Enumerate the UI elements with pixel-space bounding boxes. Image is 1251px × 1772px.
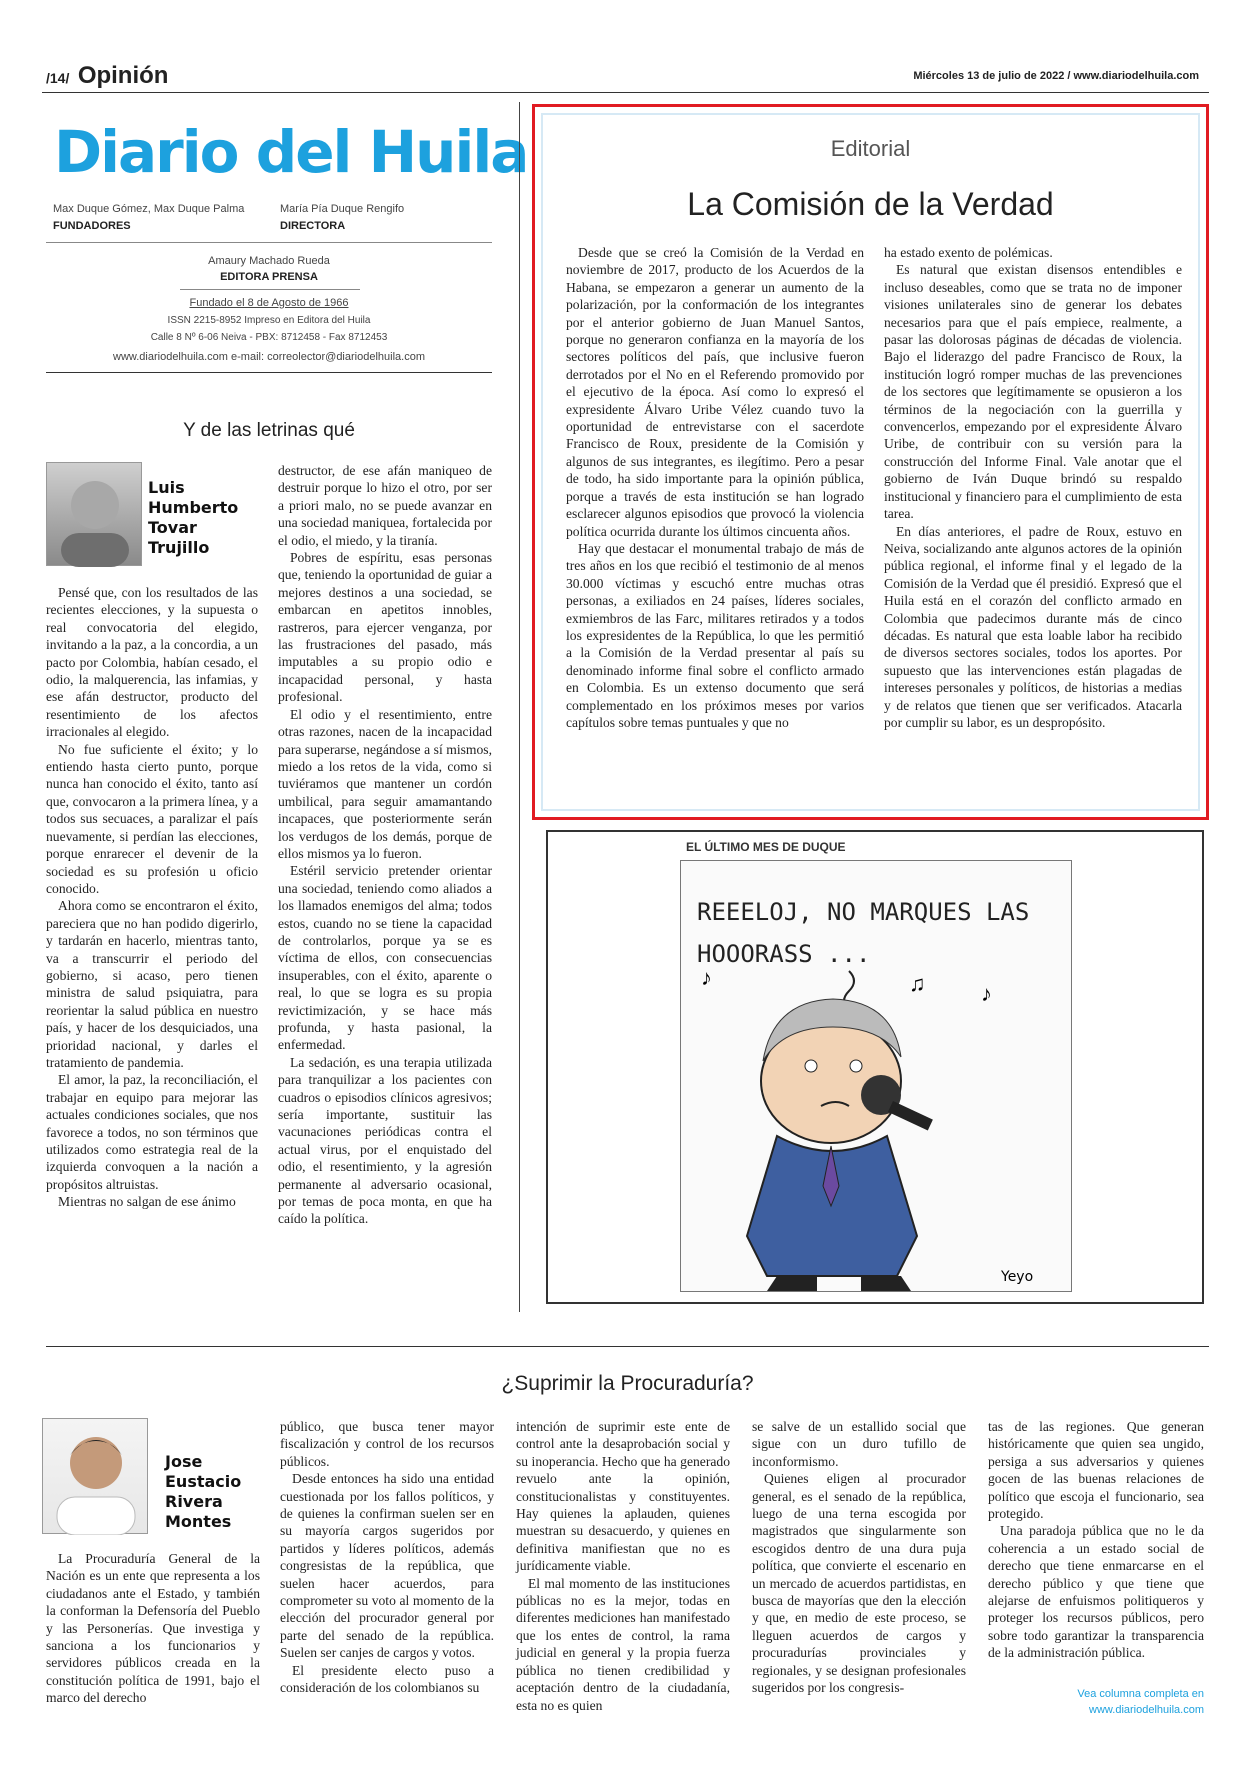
editorial-col2 — [884, 244, 1182, 731]
editorial-kicker: Editorial — [830, 136, 911, 161]
svg-text:♫: ♫ — [909, 971, 926, 996]
director-label: DIRECTORA — [280, 220, 346, 232]
editorial-title: La Comisión de la Verdad — [687, 186, 1054, 222]
paragraph: Desde entonces ha sido una entidad cuestionada por los fallos políticos, y de quienes la confirman suelen ser en su mayoría cargos sugeridos por partidos y líderes políticos, además congresistas de la república, que suelen hacer acuerdos, para comprometer su voto al momento de la elección del procurador general por parte del senado de la república. Suelen ser canjes de cargos y votos. — [280, 1471, 494, 1661]
paragraph: El amor, la paz, la reconciliación, el trabajar en equipo para mejorar las actuales condiciones sociales, que nos favorece a todos, no son términos que utilizados como estrategia real de la izquierda convoquen a la nación a propósitos altruistas. — [46, 1072, 258, 1192]
paragraph: se salve de un estallido social que sigue con un duro tufillo de inconformismo. — [752, 1419, 966, 1469]
founded-date: Fundado el 8 de Agosto de 1966 — [189, 297, 349, 309]
cartoon-frame — [546, 830, 1204, 1304]
director-name: María Pía Duque Rengifo — [280, 203, 405, 215]
paragraph: Hay que destacar el monumental trabajo de más de tres años en los que recibió el testimonio de al menos 30.000 víctimas y escuchó entre muchas otras personas, a exiliados en 24 países, líderes sociales, exmiembros de las Farc, militares retirados y a todos los expresidentes de la República, lo que les permitió a la Comisión de la Verdad presentar al país su denominado informe final sobre el conflicto armado en Colombia. Es un extenso documento que será complementado en los próximos meses por varios capítulos sobre temas puntuales y que no — [566, 540, 864, 730]
author-name-line: Jose — [165, 1452, 203, 1471]
column-text-col2 — [280, 1418, 494, 1697]
paragraph: En días anteriores, el padre de Roux, estuvo en Neiva, socializando ante algunos actores de la opinión pública regional, el informe final y el legado de la Comisión de la Verdad que él presidió. Expresó que el Huila está en el corazón del conflicto armado en Colombia que padecimos durante más de cinco décadas. Es natural que esta loable labor ha recibido de diversos sectores sociales, todos los aportes. Por supuesto que las intervenciones están plagadas de intereses personales y políticos, de historias a medias y de relatos que tienen que ser verificados. Atacarla por cumplir su labor, es un despropósito. — [884, 523, 1182, 730]
masthead-bottom-rule — [46, 372, 492, 373]
paragraph: ha estado exento de polémicas. — [884, 245, 1053, 260]
paragraph: El presidente electo puso a consideración de los colombianos su — [280, 1662, 494, 1696]
paragraph: No fue suficiente el éxito; y lo entiendo hasta cierto punto, porque nunca han conocido el éxito, tanto así que, convocaron a la primera línea, y a todos sus secuaces, a paralizar el país nuevamente, si perdían las elecciones, porque enrarecer el devenir de la sociedad es su profesión u oficio conocido. — [46, 741, 258, 896]
masthead-rule — [46, 242, 492, 243]
author-name-line: Tovar — [148, 518, 197, 537]
see-more-link[interactable] — [988, 1686, 1204, 1718]
author-name-line: Trujillo — [148, 538, 210, 557]
column-divider — [519, 102, 520, 1312]
paragraph: Mientras no salgan de ese ánimo — [58, 1194, 236, 1210]
column-text-col1 — [46, 1550, 260, 1707]
paragraph: Pobres de espíritu, esas personas que, teniendo la oportunidad de guiar a mejores destinos a una sociedad, se embarcan en apetitos innobles, rastreros, para ejercer venganza, por las frustraciones del pasado, más imputables a su propio odio e incapacidad personal, y hasta profesional. — [278, 550, 492, 705]
date-and-site: Miércoles 13 de julio de 2022 / www.diariodelhuila.com — [913, 70, 1199, 82]
address-line: Calle 8 Nº 6-06 Neiva - PBX: 8712458 - Fax 8712453 — [150, 332, 388, 343]
paragraph: Pensé que, con los resultados de las recientes elecciones, y la supuesta o real convocatoria del elegido, invitando a la paz, a la concordia, a un pacto por Colombia, habían cesado, el odio, la malquerencia, las infamias, y ese afán destructor, producto del resentimiento de los afectos irracionales al elegido. — [46, 585, 258, 740]
paragraph: tas de las regiones. Que generan históricamente que quien sea ungido, persiga a sus adversarios y quienes gocen de las buenas relaciones de político que escoja el funcionario, sea protegido. — [988, 1419, 1204, 1522]
paragraph: destructor, de ese afán maniqueo de destruir porque lo hizo el otro, por ser a priori malo, no se puede avanzar en una sociedad maniquea, fortalecida por el odio, el miedo, y la tiranía. — [278, 463, 492, 548]
paragraph: Ahora como se encontraron el éxito, pareciera que no han podido digerirlo, y tardarán en hacerlo, mientras tanto, va a transcurrir el periodo del gobierno, si acaso, pero tienen ministra de salud psiquiatra, para reorientar la salud pública en nuestro país, y hacer de los desquiciados, una prioridad nacional, y darles el tratamiento de pandemia. — [46, 898, 258, 1070]
masthead-rule-short — [180, 289, 360, 290]
column-text-col4 — [752, 1418, 966, 1697]
page-header — [46, 62, 168, 90]
column-text-col3 — [516, 1418, 730, 1714]
column-text-col1 — [46, 584, 258, 1211]
author-portrait-icon — [43, 1419, 149, 1535]
paragraph: Desde que se creó la Comisión de la Verdad en noviembre de 2017, producto de los Acuerdos de la Habana, se empezaron a generar un aumento de la polarización, por la conformación de los integrantes por el anterior gobierno de Juan Manuel Santos, porque no generaron confianza en la mayoría de los sectores políticos del país, que inclusive fueron derrotados por el No en el Referendo promovido por el ejecutivo de la época. Así como lo expresó el expresidente Álvaro Uribe Vélez cuando tuvo la oportunidad de entrevistarse con el sacerdote Francisco de Roux, presidente de la Comisión y algunos de sus integrantes, es ilegítimo. Pero a pesar de todo, ha sido importante para la opinión pública, porque a través de esta institución se han logrado esclarecer algunos episodios que provocó la violencia política ocurrida durante los últimos cincuenta años. — [566, 245, 864, 539]
author-photo — [46, 462, 142, 566]
paragraph: Una paradoja pública que no le da coherencia a un estado social de derecho que tiene enmarcarse en el derecho público y que tiene que alejarse de enfuismos politiqueros y proteger los recursos públicos, pero sobre todo garantizar la transparencia de la administración pública. — [988, 1523, 1204, 1661]
author-name-line: Eustacio — [165, 1472, 242, 1491]
cartoon-panel — [680, 860, 1072, 1292]
paragraph: La Procuraduría General de la Nación es un ente que representa a los ciudadanos ante el Estado, y también la conforman la Defensoría del Pueblo y las Personerías. Que investiga y sanciona a los funcionarios y servidores públicos creada en la constitución política de 1991, bajo el marco del derecho — [46, 1551, 260, 1706]
paragraph: La sedación, es una terapia utilizada para tranquilizar a los pacientes con cuadros o episodios clínicos agresivos; sería importante, sustituir las vacunaciones periódicas contra el actual virus, por el enquistado del odio, el resentimiento, y la agresión permanente al adversario ocasional, por temas de poca monta, en que ha caído la política. — [278, 1054, 492, 1227]
cartoon-drawing-icon — [681, 861, 1073, 1293]
svg-text:♪: ♪ — [701, 965, 712, 990]
author-photo — [42, 1418, 148, 1534]
author-name-line: Montes — [165, 1512, 232, 1531]
header-rule — [42, 92, 1209, 93]
see-more-url: www.diariodelhuila.com — [1089, 1704, 1204, 1716]
founders-names: Max Duque Gómez, Max Duque Palma — [53, 203, 245, 215]
paragraph: intención de suprimir este ente de control ante la desaprobación social y su inoperancia. Hecho que ha generado revuelo ante la opinión, constitucionalistas y constituyentes. Hay quienes la aplauden, quienes muestran su desacuerdo, y quienes en definitiva manifiestan que no es jurídicamente viable. — [516, 1419, 730, 1574]
founders-label: FUNDADORES — [53, 220, 131, 232]
author-name-line: Luis — [148, 478, 185, 497]
author-name-line: Rivera — [165, 1492, 223, 1511]
column-text-col5 — [988, 1418, 1204, 1662]
editor-label: EDITORA PRENSA — [220, 271, 318, 283]
section-rule — [46, 1346, 1209, 1347]
column-text-col2 — [278, 462, 492, 1228]
page-number: /14/ — [46, 70, 70, 86]
author-byline — [148, 478, 238, 558]
svg-text:♪: ♪ — [981, 981, 992, 1006]
author-portrait-icon — [47, 463, 143, 567]
column-title: Y de las letrinas qué — [183, 420, 355, 441]
editorial-col1 — [566, 244, 864, 731]
issn-line: ISSN 2215-8952 Impreso en Editora del Huila — [167, 315, 371, 326]
section-title: Opinión — [77, 62, 169, 89]
cartoon-speech: REEELOJ, NO MARQUES LAS HOOORASS ... — [697, 898, 1030, 968]
editor-name: Amaury Machado Rueda — [208, 255, 330, 267]
paragraph: público, que busca tener mayor fiscalización y control de los recursos públicos. — [280, 1419, 494, 1469]
web-email-line: www.diariodelhuila.com e-mail: correolector@diariodelhuila.com — [113, 351, 425, 363]
author-name-line: Humberto — [148, 498, 239, 517]
column-title: ¿Suprimir la Procuraduría? — [501, 1372, 754, 1395]
paragraph: Estéril servicio pretender orientar una sociedad, teniendo como aliados a los llamados enemigos del alma; todos estos, cuando no se tiene la capacidad de controlarlos, porque ya se es víctima de ellos, con consecuencias insuperables, con el éxito, aparente o real, lo que se logra es su propia revictimización, y se hace más profunda, y hasta pasional, la enfermedad. — [278, 863, 492, 1053]
paragraph: Es natural que existan disensos entendibles e incluso deseables, como que se trata no de imponer visiones unilaterales sino de generar los debates necesarios para que el país empiece, realmente, a pasar las dolorosas páginas de décadas de violencia. Bajo el liderazgo del padre Francisco de Roux, la institución logró romper muchas de las prevenciones de los sectores que legítimamente se opusieron a los términos de la negociación con la guerrilla y convencerlos, empezando por el expresidente Álvaro Uribe, de contribuir con su versión para la construcción del Informe Final. Vale anotar que el gobierno de Iván Duque brindó su respaldo institucional y financiero para el cumplimiento de esta tarea. — [884, 262, 1182, 522]
paragraph: El mal momento de las instituciones públicas no es la mejor, todas en diferentes mediciones han manifestado que los entes de control, la rama judicial en general y la propia fuerza pública no tienen credibilidad y aceptación dentro de la ciudadanía, esta no es quien — [516, 1575, 730, 1713]
author-byline — [165, 1452, 241, 1532]
paragraph: Quienes eligen al procurador general, es el senado de la república, luego de una terna escogida por magistrados que singularmente son escogidos dentro de una dura puja política, que convierte el escenario en un mercado de acuerdos partidistas, en busca de mayorías que den la elección y que, en medio de este proceso, se lleguen acuerdos de cargos y procuradurías provinciales y regionales, y se designan profesionales sugeridos por los congresis- — [752, 1471, 966, 1696]
paragraph: El odio y el resentimiento, entre otras razones, nacen de la incapacidad para superarse, negándose a sí mismos, miedo a los retos de la vida, como si tuviéramos que mantener un cordón umbilical, para seguir amamantando incapaces, que posteriormente serán los verdugos de los demás, porque de ellos mismos ya lo fueron. — [278, 706, 492, 861]
cartoon-signature: Yeyo — [1001, 1269, 1034, 1285]
see-more-text: Vea columna completa en — [1077, 1688, 1204, 1700]
masthead-logo: Diario del Huila — [54, 118, 528, 186]
cartoon-caption: EL ÚLTIMO MES DE DUQUE — [686, 840, 846, 854]
